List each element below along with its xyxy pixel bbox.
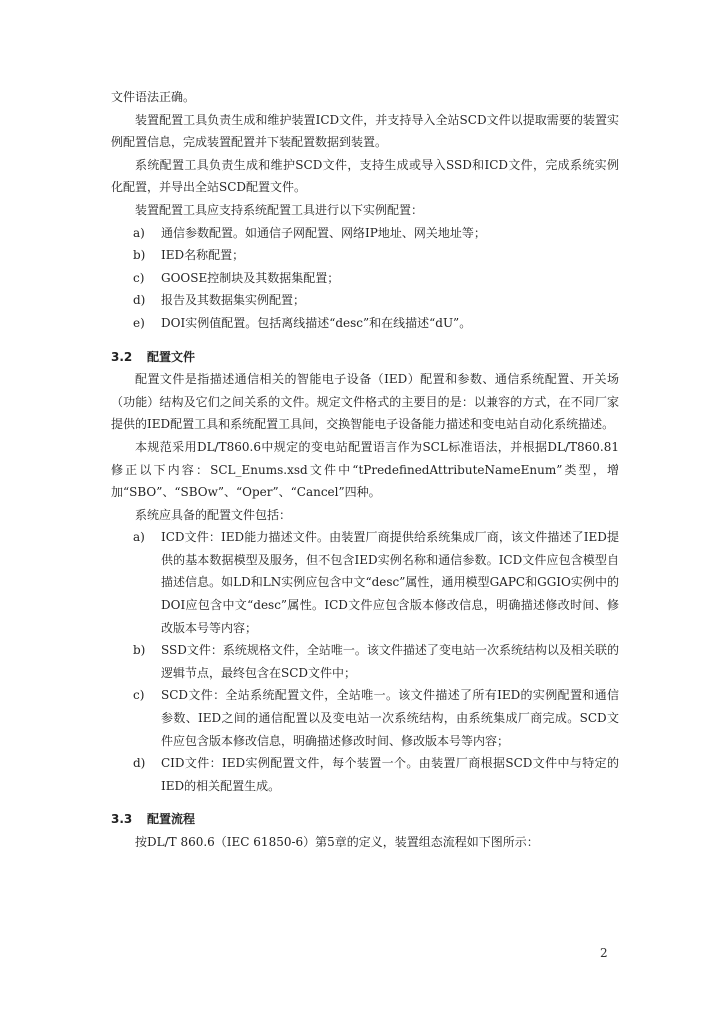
section-heading — [111, 808, 619, 831]
section-heading — [111, 346, 619, 369]
list-text: IED名称配置； — [161, 248, 245, 263]
paragraph: 装置配置工具负责生成和维护装置ICD文件，并支持导入全站SCD文件以提取需要的装置实例配置信息，完成装置配置并下装配置数据到装置。 — [111, 112, 619, 150]
list-item — [111, 526, 619, 639]
list-item — [111, 639, 619, 684]
page-number: 2 — [600, 946, 608, 960]
list-marker: b) — [133, 643, 146, 658]
list-item — [111, 752, 619, 797]
paragraph: 本规范采用DL/T860.6中规定的变电站配置语言作为SCL标准语法，并根据DL/T860.81修正以下内容：SCL_Enums.xsd文件中“tPredefinedAttributeNameEnum”类型，增加“SBO”、“SBOw”、“Oper”、“Cancel”四种。 — [111, 439, 619, 500]
paragraph: 装置配置工具应支持系统配置工具进行以下实例配置： — [135, 202, 424, 217]
list-marker: c) — [133, 688, 145, 703]
list-text: ICD文件：IED能力描述文件。由装置厂商提供给系统集成厂商，该文件描述了IED提供的基本数据模型及服务，但不包含IED实例名称和通信参数。ICD文件应包含模型自描述信息。如LD和LN实例应包含中文“desc”属性，通用模型GAPC和GGIO实例中的DOI应包含中文“desc”属性。ICD文件应包含版本修改信息，明确描述修改时间、修改版本号等内容； — [161, 530, 619, 635]
list-text: 报告及其数据集实例配置； — [161, 293, 306, 308]
list-item — [111, 312, 619, 335]
section-number: 3.2 — [111, 349, 133, 364]
list-marker: e) — [133, 315, 145, 330]
list-text: SCD文件：全站系统配置文件，全站唯一。该文件描述了所有IED的实例配置和通信参数、IED之间的通信配置以及变电站一次系统结构，由系统集成厂商完成。SCD文件应包含版本修改信息，明确描述修改时间、修改版本号等内容； — [161, 688, 619, 748]
list-text: GOOSE控制块及其数据集配置； — [161, 270, 340, 285]
paragraph: 系统应具备的配置文件包括： — [135, 507, 292, 522]
list-item — [111, 684, 619, 752]
list-item — [111, 222, 619, 245]
list-item — [111, 289, 619, 312]
paragraph: 系统配置工具负责生成和维护SCD文件，支持生成或导入SSD和ICD文件，完成系统实例化配置，并导出全站SCD配置文件。 — [111, 157, 619, 195]
paragraph: 配置文件是指描述通信相关的智能电子设备（IED）配置和参数、通信系统配置、开关场（功能）结构及它们之间关系的文件。规定文件格式的主要目的是：以兼容的方式，在不同厂家提供的IED配置工具和系统配置工具间，交换智能电子设备能力描述和变电站自动化系统描述。 — [111, 372, 619, 432]
section-title: 配置流程 — [147, 812, 196, 827]
list-item — [111, 244, 619, 267]
page-body — [111, 86, 619, 854]
list-marker: d) — [133, 756, 146, 771]
list-text: SSD文件：系统规格文件，全站唯一。该文件描述了变电站一次系统结构以及相关联的逻辑节点，最终包含在SCD文件中； — [161, 643, 619, 680]
continuation-text: 文件语法正确。 — [111, 90, 196, 104]
section-title: 配置文件 — [147, 349, 196, 364]
list-text: DOI实例值配置。包括离线描述“desc”和在线描述“dU”。 — [161, 315, 472, 330]
list-marker: d) — [133, 293, 146, 308]
list-text: 通信参数配置。如通信子网配置、网络IP地址、网关地址等； — [161, 225, 486, 240]
list-item — [111, 267, 619, 290]
section-number: 3.3 — [111, 812, 133, 827]
list-marker: a) — [133, 530, 145, 545]
list-text: CID文件：IED实例配置文件，每个装置一个。由装置厂商根据SCD文件中与特定的IED的相关配置生成。 — [161, 756, 619, 793]
list-marker: b) — [133, 248, 146, 263]
list-marker: c) — [133, 270, 145, 285]
list-marker: a) — [133, 225, 145, 240]
paragraph: 按DL/T 860.6（IEC 61850-6）第5章的定义，装置组态流程如下图所示： — [135, 835, 539, 849]
